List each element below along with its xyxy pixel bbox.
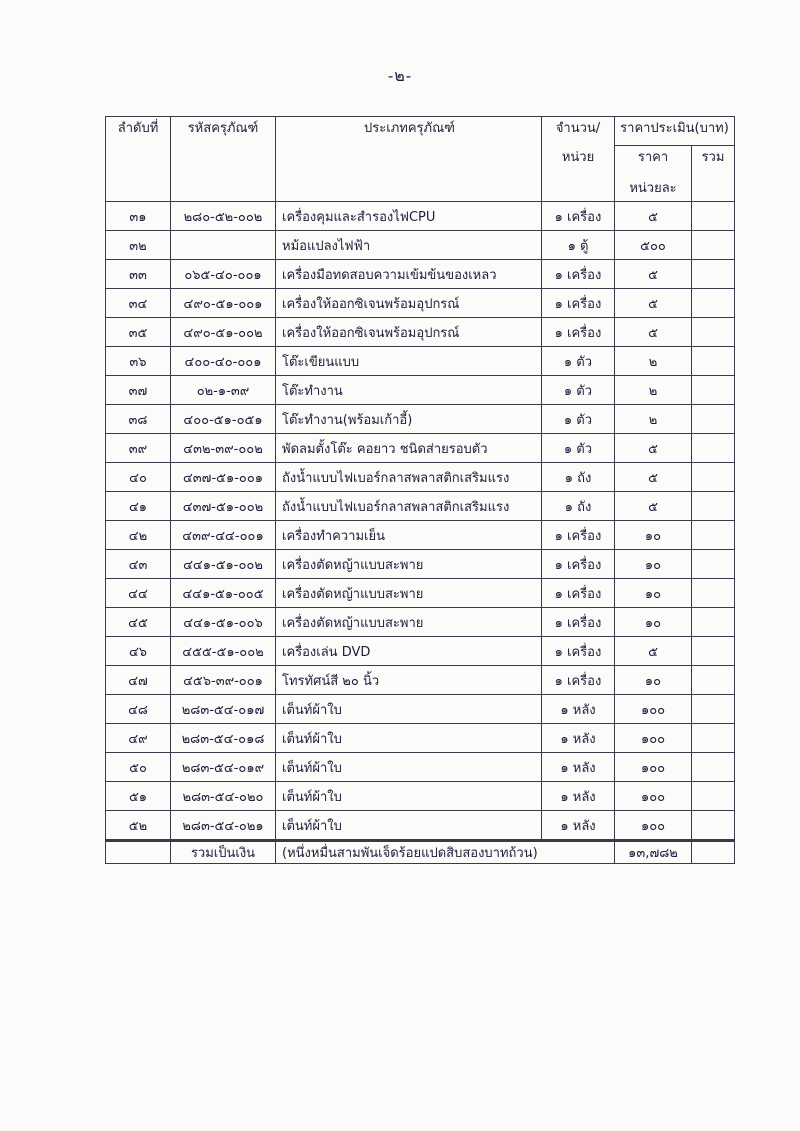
row-no: ๔๔ xyxy=(106,579,171,608)
table-row xyxy=(106,811,735,840)
row-unit-price: ๕ xyxy=(615,202,692,231)
table-row xyxy=(106,463,735,492)
row-code: ๒๘๓-๕๔-๐๑๘ xyxy=(171,724,276,753)
header-type: ประเภทครุภัณฑ์ xyxy=(276,117,542,202)
row-no: ๕๒ xyxy=(106,811,171,840)
row-qty: ๑ ตัว xyxy=(542,434,615,463)
table-row xyxy=(106,666,735,695)
row-no: ๓๑ xyxy=(106,202,171,231)
row-code: ๔๓๙-๔๔-๐๐๑ xyxy=(171,521,276,550)
total-label: รวมเป็นเงิน xyxy=(171,842,276,864)
table-row xyxy=(106,753,735,782)
row-type: เครื่องให้ออกซิเจนพร้อมอุปกรณ์ xyxy=(276,318,542,347)
row-total xyxy=(692,637,735,666)
row-code: ๔๙๐-๕๑-๐๐๑ xyxy=(171,289,276,318)
row-code: ๔๐๐-๕๑-๐๕๑ xyxy=(171,405,276,434)
row-total xyxy=(692,811,735,840)
row-unit-price: ๒ xyxy=(615,347,692,376)
row-qty: ๑ ตัว xyxy=(542,347,615,376)
row-code: ๔๕๖-๓๙-๐๐๑ xyxy=(171,666,276,695)
row-total xyxy=(692,695,735,724)
row-total xyxy=(692,724,735,753)
row-type: หม้อแปลงไฟฟ้า xyxy=(276,231,542,260)
header-code: รหัสครุภัณฑ์ xyxy=(171,117,276,202)
row-code: ๔๓๗-๕๑-๐๐๒ xyxy=(171,492,276,521)
table-row xyxy=(106,492,735,521)
row-unit-price: ๕ xyxy=(615,434,692,463)
row-no: ๔๘ xyxy=(106,695,171,724)
row-no: ๔๓ xyxy=(106,550,171,579)
row-no: ๓๘ xyxy=(106,405,171,434)
row-total xyxy=(692,289,735,318)
row-total xyxy=(692,666,735,695)
row-type: เต็นท์ผ้าใบ xyxy=(276,753,542,782)
row-unit-price: ๕ xyxy=(615,260,692,289)
row-type: เครื่องคุมและสำรองไฟCPU xyxy=(276,202,542,231)
row-total xyxy=(692,608,735,637)
row-qty: ๑ เครื่อง xyxy=(542,202,615,231)
row-qty: ๑ เครื่อง xyxy=(542,637,615,666)
row-code: ๒๘๓-๕๔-๐๑๙ xyxy=(171,753,276,782)
row-no: ๔๒ xyxy=(106,521,171,550)
row-total xyxy=(692,753,735,782)
table-row xyxy=(106,318,735,347)
table-row xyxy=(106,579,735,608)
table-row xyxy=(106,521,735,550)
row-unit-price: ๑๐๐ xyxy=(615,695,692,724)
table-row xyxy=(106,347,735,376)
row-code: ๔๐๐-๔๐-๐๐๑ xyxy=(171,347,276,376)
row-qty: ๑ เครื่อง xyxy=(542,521,615,550)
total-amount: ๑๓,๗๘๒ xyxy=(615,842,692,864)
header-qty-line2: หน่วย xyxy=(542,146,615,174)
row-qty: ๑ ถัง xyxy=(542,492,615,521)
row-type: โต๊ะทำงาน(พร้อมเก้าอี้) xyxy=(276,405,542,434)
row-total xyxy=(692,260,735,289)
row-code: ๔๕๕-๕๑-๐๐๒ xyxy=(171,637,276,666)
row-total xyxy=(692,347,735,376)
row-no: ๓๙ xyxy=(106,434,171,463)
row-no: ๓๔ xyxy=(106,289,171,318)
row-type: เต็นท์ผ้าใบ xyxy=(276,695,542,724)
row-qty: ๑ ตัว xyxy=(542,405,615,434)
row-no: ๔๙ xyxy=(106,724,171,753)
row-code: ๒๘๓-๕๔-๐๒๐ xyxy=(171,782,276,811)
row-qty: ๑ ตู้ xyxy=(542,231,615,260)
row-unit-price: ๑๐๐ xyxy=(615,782,692,811)
row-type: เครื่องตัดหญ้าแบบสะพาย xyxy=(276,550,542,579)
table-row xyxy=(106,434,735,463)
asset-table xyxy=(105,116,735,864)
table-row xyxy=(106,550,735,579)
table-footer xyxy=(106,840,735,864)
row-qty: ๑ หลัง xyxy=(542,695,615,724)
row-type: เต็นท์ผ้าใบ xyxy=(276,811,542,840)
row-unit-price: ๒ xyxy=(615,405,692,434)
row-total xyxy=(692,434,735,463)
row-unit-price: ๕ xyxy=(615,637,692,666)
row-total xyxy=(692,318,735,347)
row-qty: ๑ เครื่อง xyxy=(542,550,615,579)
row-unit-price: ๑๐ xyxy=(615,608,692,637)
row-qty: ๑ หลัง xyxy=(542,724,615,753)
row-total xyxy=(692,202,735,231)
row-unit-price: ๑๐๐ xyxy=(615,753,692,782)
row-type: เครื่องให้ออกซิเจนพร้อมอุปกรณ์ xyxy=(276,289,542,318)
row-qty: ๑ หลัง xyxy=(542,811,615,840)
table-row xyxy=(106,724,735,753)
header-total: รวม xyxy=(692,146,735,202)
row-code: ๐๖๕-๔๐-๐๐๑ xyxy=(171,260,276,289)
table-row xyxy=(106,376,735,405)
header-qty-spacer xyxy=(542,173,615,202)
table-row xyxy=(106,782,735,811)
row-unit-price: ๕ xyxy=(615,318,692,347)
row-no: ๔๑ xyxy=(106,492,171,521)
row-unit-price: ๑๐ xyxy=(615,666,692,695)
row-type: โต๊ะเขียนแบบ xyxy=(276,347,542,376)
row-total xyxy=(692,521,735,550)
row-type: เต็นท์ผ้าใบ xyxy=(276,782,542,811)
row-qty: ๑ หลัง xyxy=(542,782,615,811)
row-type: ถังน้ำแบบไฟเบอร์กลาสพลาสติกเสริมแรง xyxy=(276,492,542,521)
row-no: ๔๖ xyxy=(106,637,171,666)
row-code: ๔๙๐-๕๑-๐๐๒ xyxy=(171,318,276,347)
row-code: ๔๔๑-๕๑-๐๐๕ xyxy=(171,579,276,608)
table-row xyxy=(106,405,735,434)
row-unit-price: ๕๐๐ xyxy=(615,231,692,260)
total-no-cell xyxy=(106,842,171,864)
total-sum-cell xyxy=(692,842,735,864)
header-unit-price-line1: ราคา xyxy=(615,146,692,174)
header-valuation: ราคาประเมิน(บาท) xyxy=(615,117,735,146)
row-code: ๔๔๑-๕๑-๐๐๒ xyxy=(171,550,276,579)
table-header xyxy=(106,117,735,202)
row-code: ๒๘๐-๕๒-๐๐๒ xyxy=(171,202,276,231)
row-qty: ๑ เครื่อง xyxy=(542,260,615,289)
row-unit-price: ๑๐๐ xyxy=(615,811,692,840)
row-code: ๒๘๓-๕๔-๐๒๑ xyxy=(171,811,276,840)
table-row xyxy=(106,289,735,318)
row-qty: ๑ เครื่อง xyxy=(542,289,615,318)
row-type: เต็นท์ผ้าใบ xyxy=(276,724,542,753)
row-type: เครื่องเล่น DVD xyxy=(276,637,542,666)
table-row xyxy=(106,260,735,289)
table-body xyxy=(106,202,735,840)
row-qty: ๑ เครื่อง xyxy=(542,318,615,347)
header-no: ลำดับที่ xyxy=(106,117,171,202)
row-qty: ๑ เครื่อง xyxy=(542,579,615,608)
row-no: ๓๒ xyxy=(106,231,171,260)
row-type: พัดลมตั้งโต๊ะ คอยาว ชนิดส่ายรอบตัว xyxy=(276,434,542,463)
row-qty: ๑ เครื่อง xyxy=(542,608,615,637)
row-no: ๓๗ xyxy=(106,376,171,405)
total-text: (หนึ่งหมื่นสามพันเจ็ดร้อยแปดสิบสองบาทถ้วน) xyxy=(276,842,615,864)
row-code: ๒๘๓-๕๔-๐๑๗ xyxy=(171,695,276,724)
total-row xyxy=(106,842,735,864)
row-code: ๔๔๑-๕๑-๐๐๖ xyxy=(171,608,276,637)
row-code: ๐๒-๑-๓๙ xyxy=(171,376,276,405)
row-no: ๔๗ xyxy=(106,666,171,695)
table-row xyxy=(106,231,735,260)
table-row xyxy=(106,608,735,637)
row-total xyxy=(692,782,735,811)
row-type: เครื่องทำความเย็น xyxy=(276,521,542,550)
row-unit-price: ๑๐ xyxy=(615,550,692,579)
row-qty: ๑ หลัง xyxy=(542,753,615,782)
row-no: ๕๑ xyxy=(106,782,171,811)
row-no: ๓๕ xyxy=(106,318,171,347)
row-total xyxy=(692,492,735,521)
row-type: เครื่องตัดหญ้าแบบสะพาย xyxy=(276,579,542,608)
table-row xyxy=(106,695,735,724)
row-qty: ๑ ตัว xyxy=(542,376,615,405)
row-total xyxy=(692,579,735,608)
row-no: ๓๖ xyxy=(106,347,171,376)
table-row xyxy=(106,202,735,231)
row-unit-price: ๕ xyxy=(615,492,692,521)
row-type: โต๊ะทำงาน xyxy=(276,376,542,405)
row-unit-price: ๑๐ xyxy=(615,579,692,608)
header-qty-line1: จำนวน/ xyxy=(542,117,615,146)
row-unit-price: ๕ xyxy=(615,463,692,492)
row-total xyxy=(692,405,735,434)
page-number: -๒- xyxy=(387,66,413,85)
row-unit-price: ๑๐ xyxy=(615,521,692,550)
row-no: ๓๓ xyxy=(106,260,171,289)
row-no: ๔๐ xyxy=(106,463,171,492)
row-qty: ๑ ถัง xyxy=(542,463,615,492)
row-unit-price: ๕ xyxy=(615,289,692,318)
row-no: ๔๕ xyxy=(106,608,171,637)
row-total xyxy=(692,376,735,405)
row-type: โทรทัศน์สี ๒๐ นิ้ว xyxy=(276,666,542,695)
row-total xyxy=(692,550,735,579)
row-code: ๔๓๗-๕๑-๐๐๑ xyxy=(171,463,276,492)
row-type: เครื่องมือทดสอบความเข้มข้นของเหลว xyxy=(276,260,542,289)
row-total xyxy=(692,231,735,260)
row-qty: ๑ เครื่อง xyxy=(542,666,615,695)
row-code: ๔๓๒-๓๙-๐๐๒ xyxy=(171,434,276,463)
row-code xyxy=(171,231,276,260)
table-row xyxy=(106,637,735,666)
row-unit-price: ๒ xyxy=(615,376,692,405)
row-no: ๕๐ xyxy=(106,753,171,782)
row-total xyxy=(692,463,735,492)
row-type: เครื่องตัดหญ้าแบบสะพาย xyxy=(276,608,542,637)
row-unit-price: ๑๐๐ xyxy=(615,724,692,753)
header-unit-price-line2: หน่วยละ xyxy=(615,173,692,202)
row-type: ถังน้ำแบบไฟเบอร์กลาสพลาสติกเสริมแรง xyxy=(276,463,542,492)
